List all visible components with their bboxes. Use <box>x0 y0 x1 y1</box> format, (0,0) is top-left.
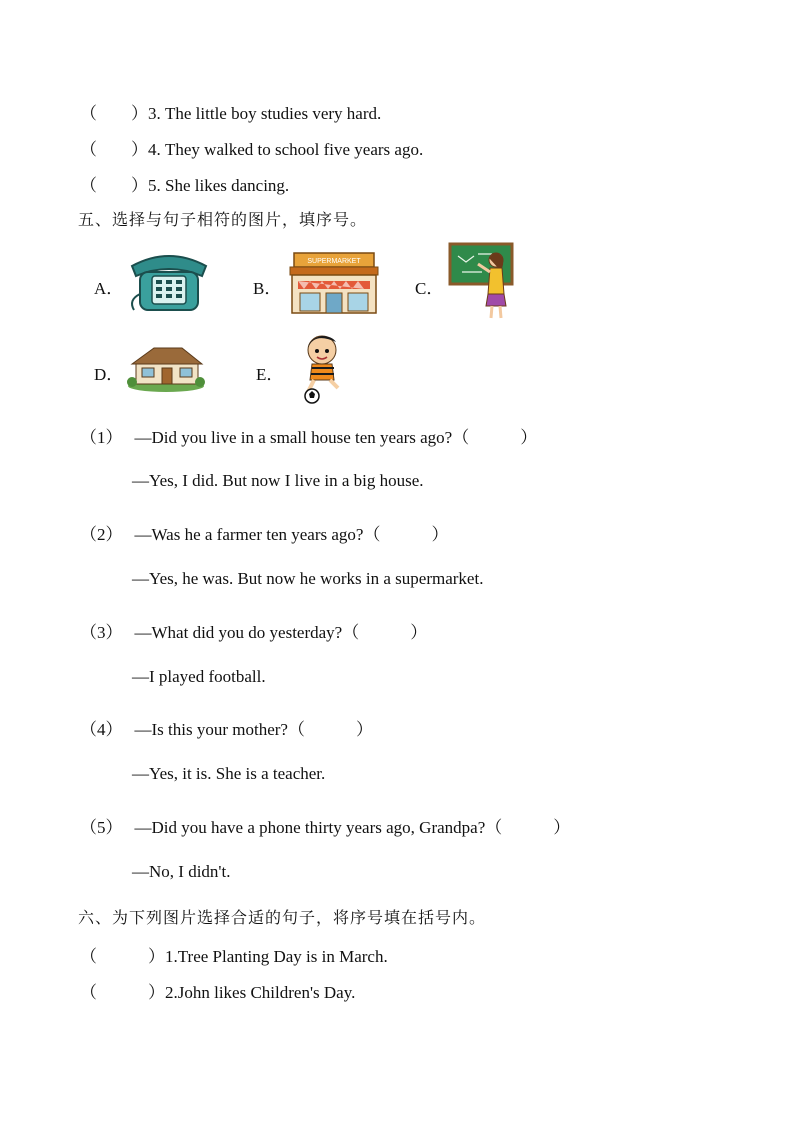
question-number: （4） <box>80 720 123 739</box>
question-4 <box>80 715 373 740</box>
item-text: 3. The little boy studies very hard. <box>148 104 382 123</box>
question-text[interactable]: —Was he a farmer ten years ago?（ ） <box>134 525 449 544</box>
supermarket-sign: SUPERMARKET <box>307 258 361 265</box>
option-e-label: E． <box>256 365 284 384</box>
question-1 <box>80 423 537 448</box>
item-text: 5. She likes dancing. <box>148 176 290 195</box>
question-number: （2） <box>80 525 123 544</box>
question-text[interactable]: —Did you live in a small house ten years ago?（ ） <box>134 428 538 447</box>
answer-paren[interactable]: （ ） <box>80 947 165 966</box>
answer-paren[interactable]: （ ） <box>80 140 148 159</box>
part6-item-2 <box>80 978 355 1003</box>
part6-item-1 <box>80 942 388 967</box>
answer-2: —Yes, he was. But now he works in a supermarket. <box>132 569 484 588</box>
question-5 <box>80 813 570 838</box>
question-number: （5） <box>80 818 123 837</box>
option-c-label: C． <box>415 279 444 298</box>
answer-5: —No, I didn't. <box>132 862 231 881</box>
item-text: 4. They walked to school five years ago. <box>148 140 424 159</box>
part4-item-4 <box>80 135 423 160</box>
item-text: 2.John likes Children's Day. <box>165 983 356 1002</box>
section-six-title: 六、为下列图片选择合适的句子，将序号填在括号内。 <box>78 908 487 927</box>
answer-1: —Yes, I did. But now I live in a big house. <box>132 471 424 490</box>
question-text[interactable]: —Did you have a phone thirty years ago, Grandpa?（ ） <box>134 818 571 837</box>
house-icon <box>126 344 206 392</box>
item-text: 1.Tree Planting Day is in March. <box>165 947 388 966</box>
part4-item-3 <box>80 99 381 124</box>
option-a-label: A． <box>94 279 124 298</box>
option-b-label: B． <box>253 279 282 298</box>
answer-paren[interactable]: （ ） <box>80 104 148 123</box>
part4-item-5 <box>80 171 289 196</box>
answer-4: —Yes, it is. She is a teacher. <box>132 764 326 783</box>
question-3 <box>80 618 427 643</box>
question-2 <box>80 520 448 545</box>
question-text[interactable]: —What did you do yesterday?（ ） <box>134 623 428 642</box>
question-text[interactable]: —Is this your mother?（ ） <box>134 720 373 739</box>
boy-football-icon <box>292 334 352 404</box>
question-number: （3） <box>80 623 123 642</box>
teacher-icon <box>448 242 516 322</box>
supermarket-icon <box>288 251 380 315</box>
answer-paren[interactable]: （ ） <box>80 176 148 195</box>
answer-paren[interactable]: （ ） <box>80 983 165 1002</box>
option-d-label: D． <box>94 365 124 384</box>
question-number: （1） <box>80 428 123 447</box>
telephone-icon <box>126 250 212 314</box>
section-five-title: 五、选择与句子相符的图片，填序号。 <box>78 210 368 229</box>
answer-3: —I played football. <box>132 667 266 686</box>
